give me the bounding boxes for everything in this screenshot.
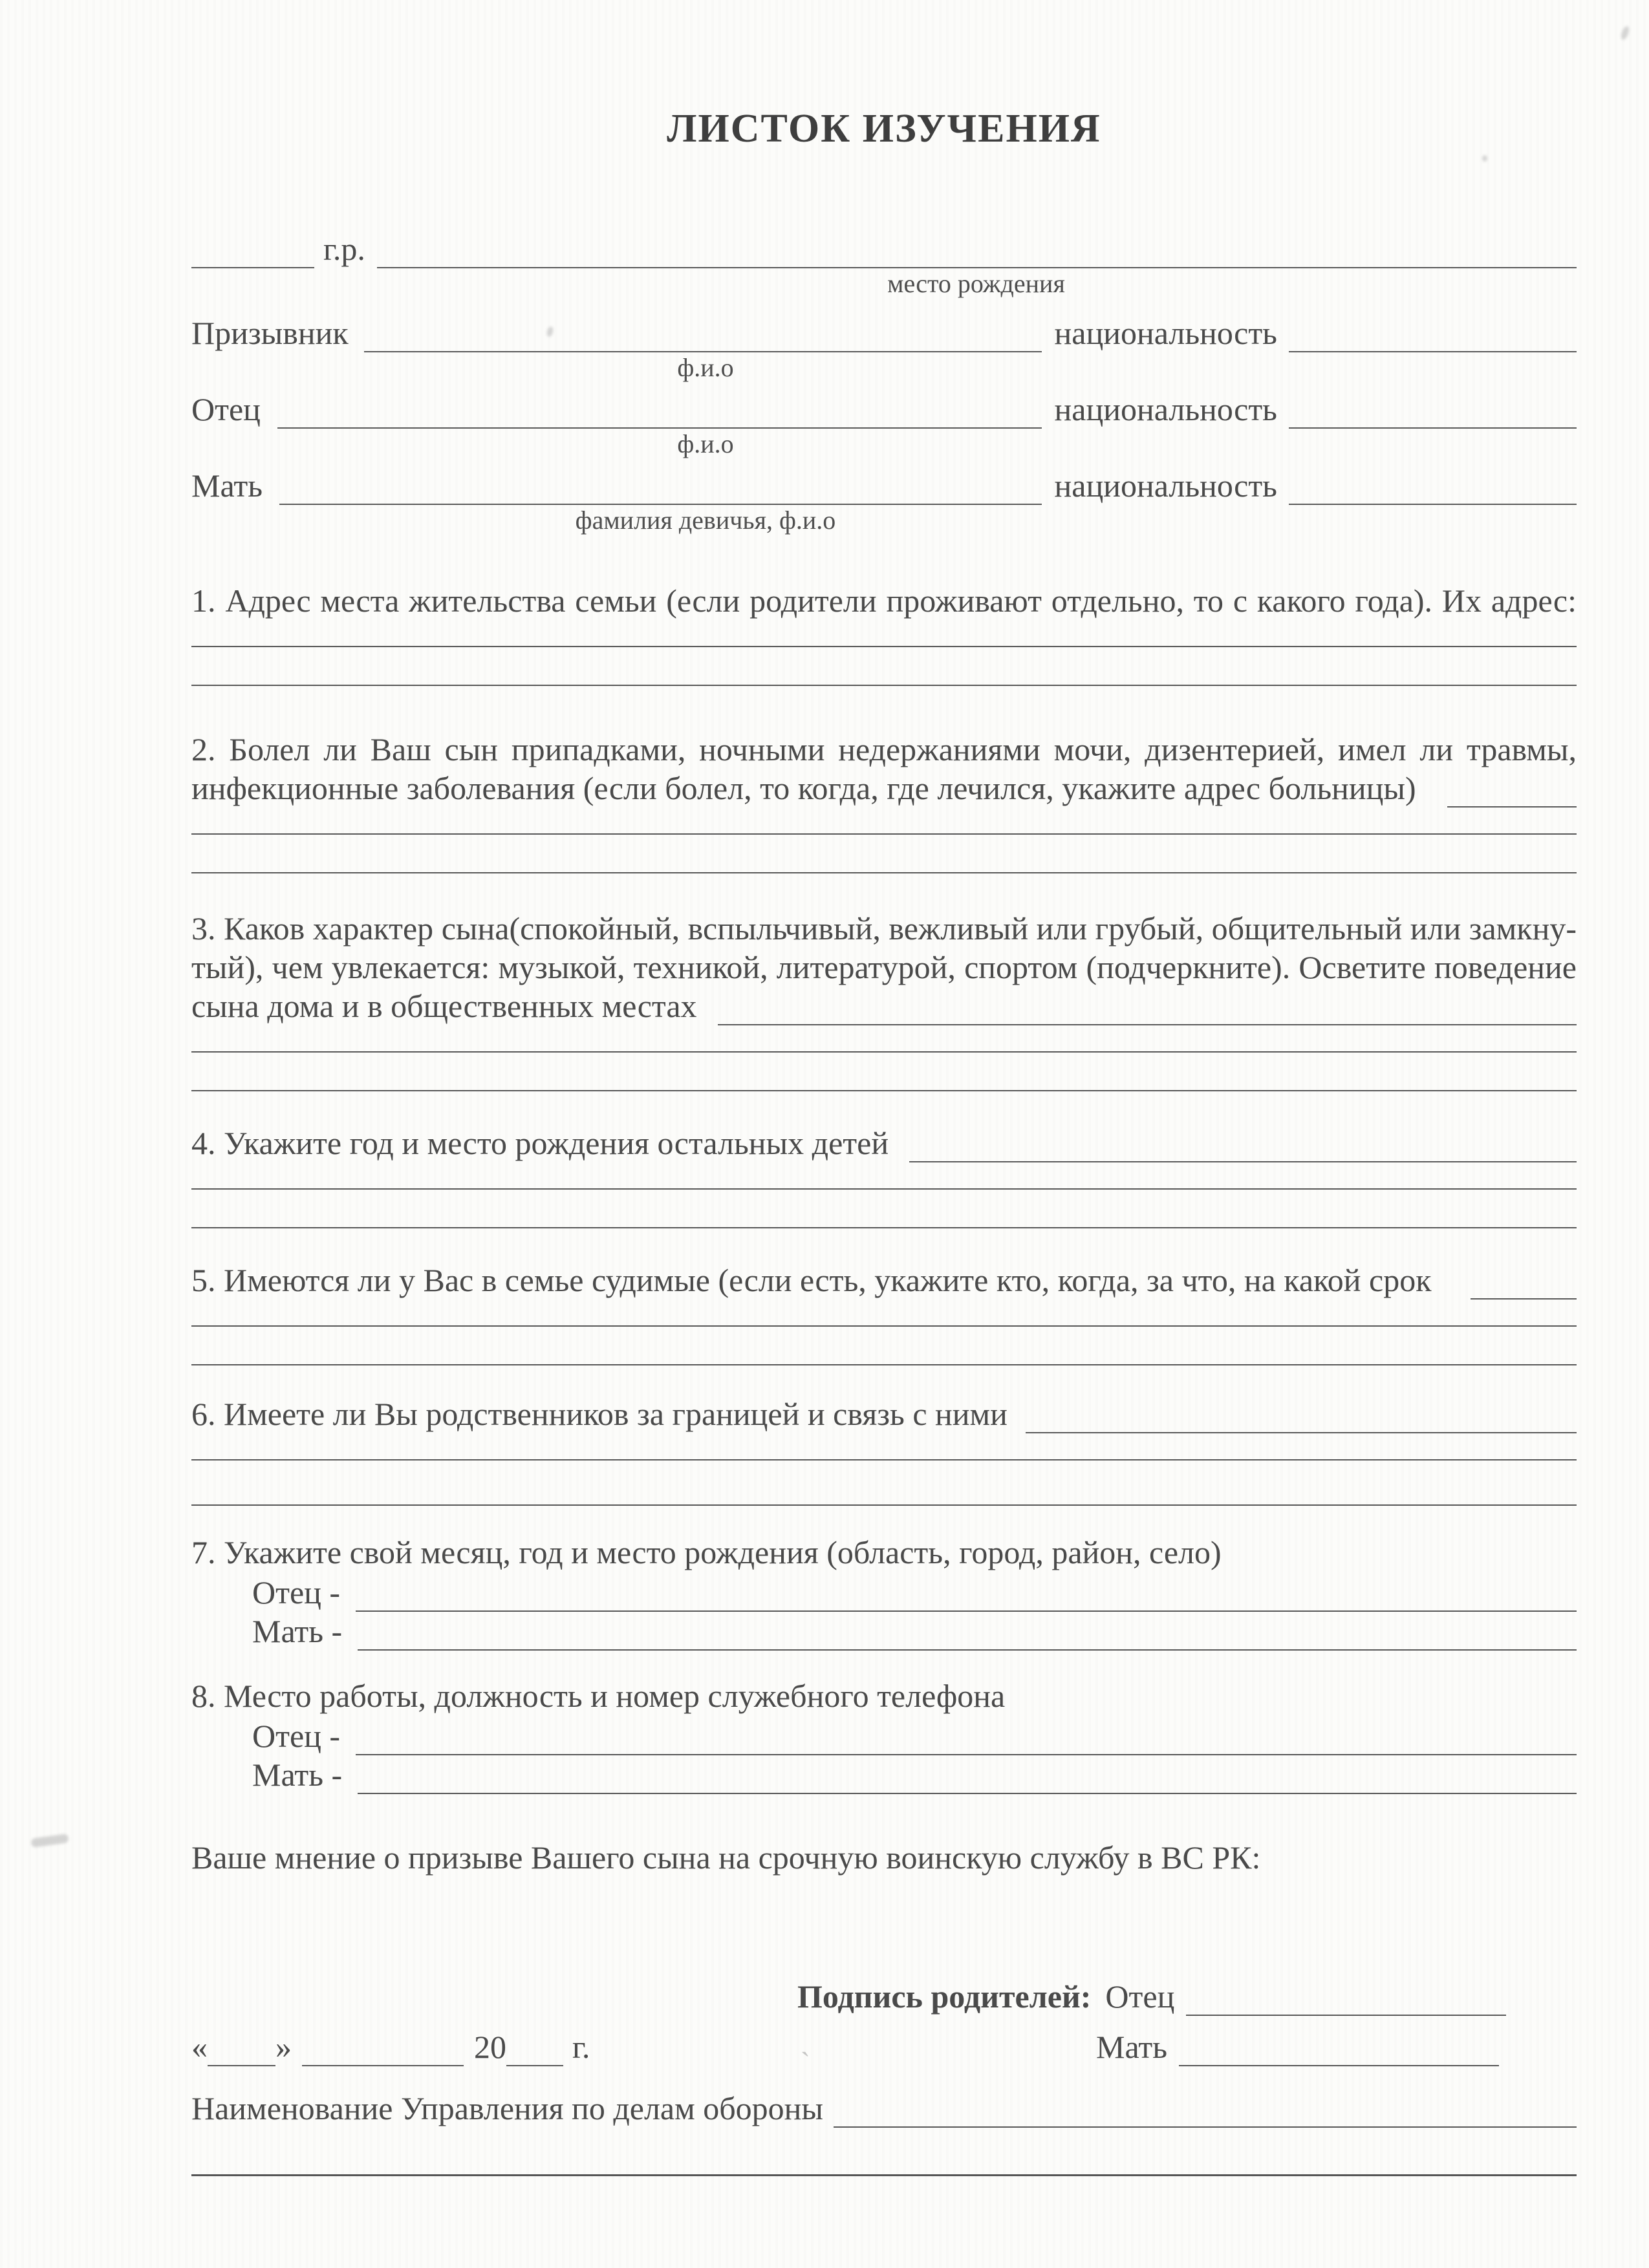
mother-maiden-caption: фамилия девичья, ф.и.о <box>575 506 836 535</box>
mother-signature-line <box>1179 2033 1499 2066</box>
inline-answer-line <box>1447 774 1577 808</box>
header-fields <box>191 230 1577 536</box>
father-label: Отец <box>1105 1978 1175 2015</box>
question-4-text: 4. Укажите год и место рождения остальных детей <box>191 1125 889 1161</box>
question-7-father-row <box>252 1573 1577 1612</box>
question-2 <box>191 730 1577 873</box>
question-8-mother-row <box>252 1755 1577 1794</box>
department-field-line <box>834 2094 1577 2128</box>
birthplace-caption: место рождения <box>887 269 1065 298</box>
conscript-label: Призывник <box>191 315 349 351</box>
mother-signature-row <box>797 2027 1577 2066</box>
conscript-row <box>191 314 1577 352</box>
answer-line <box>191 1053 1577 1091</box>
question-8-text: 8. Место работы, должность и номер служебного телефона <box>191 1678 1006 1714</box>
mother-answer-line <box>358 1760 1577 1794</box>
mother-nationality-field-line <box>1289 471 1577 505</box>
year-prefix: 20 <box>474 2029 506 2065</box>
mother-answer-line <box>358 1617 1577 1651</box>
mother-name-field-line <box>279 471 1042 505</box>
parents-signature-label: Подпись родителей: <box>797 1978 1092 2015</box>
question-5-text: 5. Имеются ли у Вас в семье судимые (если есть, укажите кто, когда, за что, на какой срок <box>191 1262 1432 1298</box>
open-quote: « <box>191 2029 208 2065</box>
father-fio-caption: ф.и.о <box>677 429 734 458</box>
inline-answer-line <box>1471 1266 1577 1300</box>
mother-label: Мать - <box>252 1757 343 1793</box>
question-8 <box>191 1676 1577 1794</box>
question-2-text-line1: 2. Болел ли Ваш сын припадками, ночными недержаниями мочи, дизентерией, имел ли травмы, <box>191 731 1577 767</box>
answer-line <box>191 1190 1577 1228</box>
father-answer-line <box>356 1578 1577 1612</box>
nationality-label-1: национальность <box>1054 315 1277 351</box>
father-nationality-field-line <box>1289 395 1577 429</box>
question-8-father-row <box>252 1717 1577 1755</box>
day-field-line <box>208 2033 275 2066</box>
answer-line <box>191 1460 1577 1506</box>
question-7 <box>191 1533 1577 1651</box>
question-6 <box>191 1395 1577 1506</box>
question-3 <box>191 909 1577 1091</box>
father-label: Отец - <box>252 1574 341 1610</box>
question-1-text: 1. Адрес места жительства семьи (если родители проживают отдельно, то с какого года). Их адрес: <box>191 583 1577 619</box>
question-6-text: 6. Имеете ли Вы родственников за границей и связь с ними <box>191 1396 1008 1432</box>
birth-year-label: г.р. <box>323 231 365 267</box>
question-3-text-line2: тый), чем увлекается: музыкой, техникой, литературой, спортом (подчеркните). Осветите поведение <box>191 949 1577 985</box>
inline-answer-line <box>718 992 1577 1025</box>
nationality-label-2: национальность <box>1054 391 1277 427</box>
father-name-field-line <box>277 395 1042 429</box>
mother-label: Мать <box>191 467 263 504</box>
inline-answer-line <box>1026 1400 1577 1433</box>
answer-line <box>191 1025 1577 1053</box>
father-row <box>191 390 1577 429</box>
conscript-name-field-line <box>364 319 1042 352</box>
father-label: Отец - <box>252 1718 341 1754</box>
father-label: Отец <box>191 391 261 427</box>
question-5 <box>191 1261 1577 1365</box>
opinion-statement: Ваше мнение о призыве Вашего сына на срочную воинскую службу в ВС РК: <box>191 1839 1261 1876</box>
birth-year-field-line <box>191 235 314 268</box>
form-content <box>191 0 1577 2176</box>
question-2-text-line2: инфекционные заболевания (если болел, то когда, где лечился, укажите адрес больницы) <box>191 770 1416 806</box>
inline-answer-line <box>909 1129 1577 1162</box>
question-1 <box>191 581 1577 686</box>
answer-line <box>191 1162 1577 1190</box>
department-row <box>191 2089 1577 2128</box>
birthplace-field-line <box>377 235 1577 268</box>
nationality-label-3: национальность <box>1054 467 1277 504</box>
question-4 <box>191 1124 1577 1228</box>
question-7-text: 7. Укажите свой месяц, год и место рождения (область, город, район, село) <box>191 1534 1222 1570</box>
birth-year-row <box>191 230 1577 268</box>
scan-speck: ` <box>801 2047 810 2079</box>
year-suffix: г. <box>572 2029 590 2065</box>
month-field-line <box>302 2033 464 2066</box>
father-signature-row <box>797 1977 1577 2016</box>
bottom-rule-line <box>191 2173 1577 2176</box>
date-group <box>191 2027 590 2066</box>
form-title: ЛИСТОК ИЗУЧЕНИЯ <box>667 107 1101 151</box>
scan-speck <box>1620 25 1631 41</box>
question-7-mother-row <box>252 1612 1577 1651</box>
scan-speck <box>1482 155 1487 162</box>
answer-line <box>191 1327 1577 1365</box>
answer-line <box>191 835 1577 873</box>
answer-line <box>191 1433 1577 1460</box>
date-signature-row <box>191 1977 1577 2066</box>
answer-line <box>191 1300 1577 1327</box>
mother-label: Мать <box>1096 2029 1168 2065</box>
question-3-text-line1: 3. Каков характер сына(спокойный, вспыльчивый, вежливый или грубый, общительный или замкну- <box>191 910 1577 947</box>
father-answer-line <box>356 1722 1577 1755</box>
conscript-fio-caption: ф.и.о <box>677 353 734 382</box>
answer-line <box>191 647 1577 686</box>
department-label: Наименование Управления по делам обороны <box>191 2090 824 2126</box>
signature-block <box>797 1977 1577 2066</box>
year-field-line <box>506 2033 563 2066</box>
mother-label: Мать - <box>252 1613 343 1649</box>
scan-smudge <box>30 1834 69 1848</box>
close-quote: » <box>275 2029 292 2065</box>
conscript-nationality-field-line <box>1289 319 1577 352</box>
father-signature-line <box>1186 1982 1506 2016</box>
mother-row <box>191 466 1577 505</box>
question-3-text-line3: сына дома и в общественных местах <box>191 988 697 1024</box>
answer-line <box>191 808 1577 835</box>
answer-line <box>191 620 1577 647</box>
